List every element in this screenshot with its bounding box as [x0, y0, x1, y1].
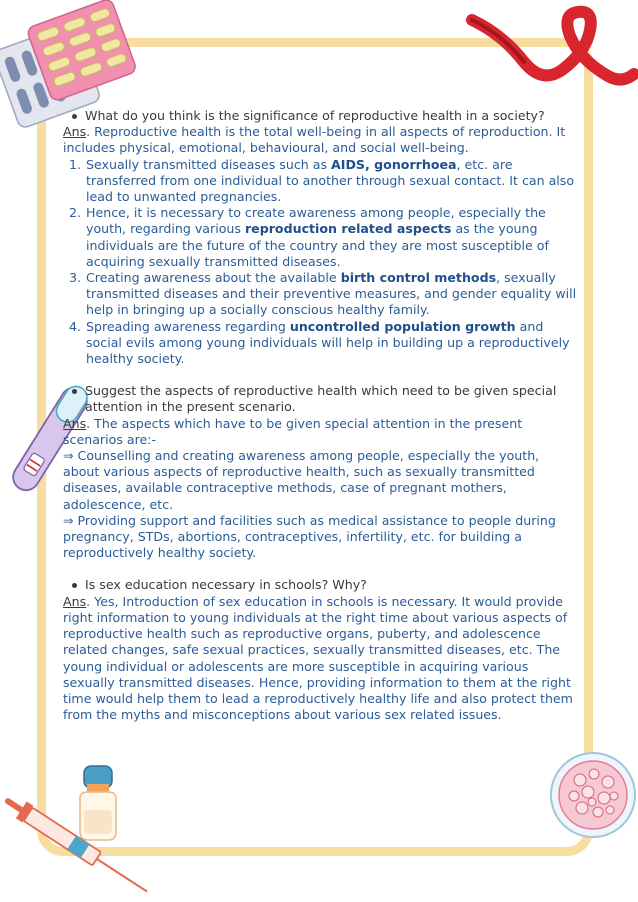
section-spacer [63, 561, 577, 577]
point-keyword: gonorrhoea [374, 156, 457, 172]
answer-1-text: . Reproductive health is the total well-being in all aspects of reproduction. It includes physical, emotional, behavioural, and social well-being. [63, 124, 566, 156]
answer-3-text: . Yes, Introduction of sex education in schools is necessary. It would provide right information to young individuals at the right time about various aspects of reproductive health such as reproductive organs, puberty, and adolescence related changes, safe sexual practices, sexually transmitted diseases, etc. The young individual or adolescents are more susceptible in acquiring various sexually transmitted diseases. Hence, providing information to them at the right time would help them to lead a reproductively healthy life and also protect them from the myths and misconceptions about various sex related issues. [63, 593, 573, 723]
point-text: as the young individuals are the future of the country and they are most susceptible of acquiring sexually transmitted diseases. [86, 221, 549, 269]
ans-label: Ans [63, 415, 87, 431]
answer-2-point: ⇒ Counselling and creating awareness among people, especially the youth, about various aspects of reproductive health, such as sexually transmitted diseases, available contraceptive methods, case of pregnant mothers, adolescence, etc. [63, 448, 540, 512]
answer-2-point: ⇒ Providing support and facilities such as medical assistance to people during pregnancy, STDs, abortions, contraceptives, infertility, etc. for building a reproductively healthy society. [63, 512, 556, 561]
list-item [85, 157, 577, 206]
point-text: Spreading awareness regarding [86, 318, 290, 334]
point-keyword: AIDS [331, 156, 365, 172]
point-keyword: reproduction related aspects [244, 221, 452, 237]
point-text: and social evils among young individuals will help in building up a reproductively healthy society. [86, 318, 570, 367]
point-text: Creating awareness about the available [86, 270, 341, 286]
list-item [85, 205, 577, 270]
point-keyword: uncontrolled population growth [289, 318, 516, 334]
ans-label: Ans [63, 124, 87, 140]
list-item [85, 319, 577, 368]
answer-2-text: . The aspects which have to be given special attention in the present scenarios are:- [63, 415, 523, 447]
question-2: Suggest the aspects of reproductive health which need to be given special attention in the present scenario. [63, 383, 577, 415]
answer-3 [63, 594, 577, 724]
question-3: Is sex education necessary in schools? Why? [63, 577, 577, 593]
red-ribbon-icon [462, 4, 638, 90]
point-text: Sexually transmitted diseases such as [86, 156, 332, 172]
petri-dish-icon [548, 750, 638, 840]
answer-1-points [63, 157, 577, 368]
point-text: , etc. are transferred from one individual to another through sexual contact. It can also lead to unwanted pregnancies. [86, 156, 575, 205]
qa-content [63, 108, 577, 723]
point-text: , sexually transmitted diseases and their preventive measures, and gender equality will help in bringing up a socially conscious healthy family. [86, 270, 577, 318]
syringe-icon [0, 796, 170, 902]
section-spacer [63, 367, 577, 383]
answer-1 [63, 124, 577, 156]
question-1: What do you think is the significance of reproductive health in a society? [63, 108, 577, 124]
ans-label: Ans [63, 593, 87, 609]
point-separator: , [365, 156, 375, 172]
point-keyword: birth control methods [340, 270, 497, 286]
pill-blister-icon [0, 8, 140, 120]
list-item [85, 270, 577, 319]
answer-2 [63, 416, 577, 448]
point-text: Hence, it is necessary to create awareness among people, especially the youth, regarding various [86, 205, 546, 237]
